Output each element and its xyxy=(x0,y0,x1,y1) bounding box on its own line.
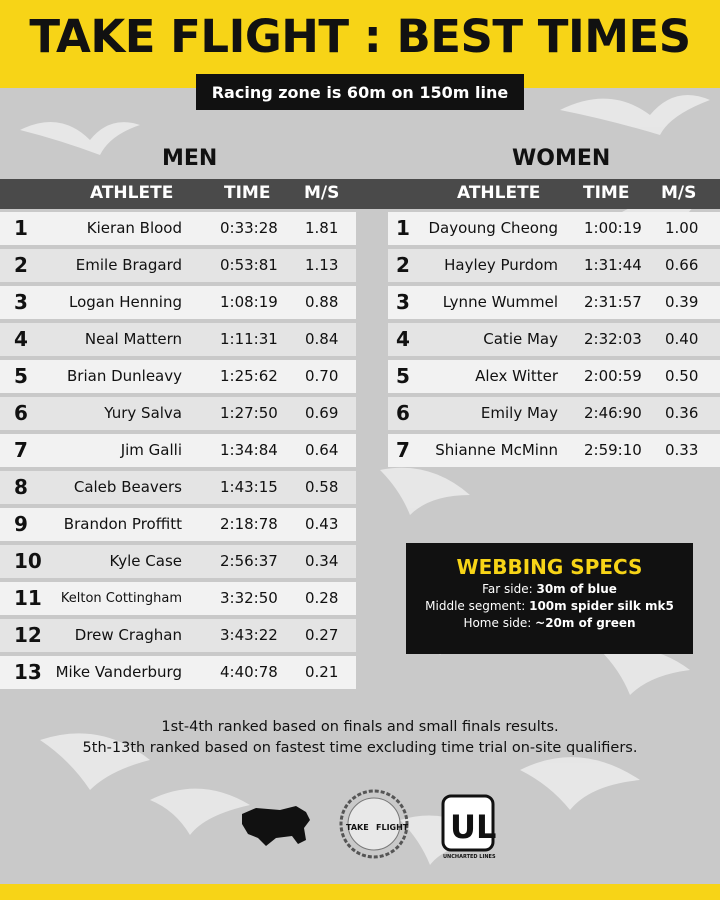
women-speed-cell: 0.50 xyxy=(665,367,699,385)
men-name-cell: Kelton Cottingham xyxy=(60,591,182,606)
women-name-cell: Hayley Purdom xyxy=(444,256,558,274)
men-time-cell: 3:32:50 xyxy=(220,589,278,607)
women-rank-cell: 6 xyxy=(396,401,410,425)
women-rank-cell: 1 xyxy=(396,216,410,240)
men-rank-cell: 4 xyxy=(14,327,28,351)
women-table-row xyxy=(388,434,720,467)
men-time-cell: 2:56:37 xyxy=(220,552,278,570)
women-time-header: TIME xyxy=(583,183,630,203)
women-speed-cell: 0.39 xyxy=(665,293,699,311)
men-time-cell: 4:40:78 xyxy=(220,663,278,681)
women-name-cell: Emily May xyxy=(480,404,558,422)
women-speed-cell: 0.36 xyxy=(665,404,699,422)
women-speed-cell: 0.33 xyxy=(665,441,699,459)
women-rank-cell: 2 xyxy=(396,253,410,277)
men-table-row xyxy=(0,249,356,282)
men-time-cell: 1:43:15 xyxy=(220,478,278,496)
far-side-spec: Far side: 30m of blue xyxy=(482,582,617,596)
middle-segment-spec: Middle segment: 100m spider silk mk5 xyxy=(425,599,674,613)
men-rank-cell: 10 xyxy=(14,549,42,573)
women-name-cell: Alex Witter xyxy=(475,367,558,385)
women-rank-cell: 7 xyxy=(396,438,410,462)
women-table-row xyxy=(388,360,720,393)
men-table-row xyxy=(0,545,356,578)
men-table-row xyxy=(0,397,356,430)
men-time-cell: 1:11:31 xyxy=(220,330,278,348)
men-speed-cell: 1.13 xyxy=(305,256,339,274)
women-speed-header: M/S xyxy=(661,183,697,203)
women-table-row xyxy=(388,323,720,356)
men-name-cell: Drew Craghan xyxy=(74,626,182,644)
women-table-row xyxy=(388,286,720,319)
men-time-header: TIME xyxy=(224,183,271,203)
men-rank-cell: 1 xyxy=(14,216,28,240)
men-speed-cell: 0.21 xyxy=(305,663,339,681)
men-name-cell: Mike Vanderburg xyxy=(55,663,182,681)
women-rank-cell: 4 xyxy=(396,327,410,351)
take-flight-logo-top: TAKE xyxy=(346,823,369,832)
men-speed-cell: 0.58 xyxy=(305,478,339,496)
men-rank-cell: 8 xyxy=(14,475,28,499)
men-speed-cell: 0.28 xyxy=(305,589,339,607)
uncharted-lines-logo-caption: UNCHARTED LINES xyxy=(443,854,496,860)
men-time-cell: 0:33:28 xyxy=(220,219,278,237)
women-time-cell: 2:32:03 xyxy=(584,330,642,348)
men-table-row xyxy=(0,471,356,504)
women-time-cell: 1:31:44 xyxy=(584,256,642,274)
men-speed-cell: 0.88 xyxy=(305,293,339,311)
webbing-specs-title: WEBBING SPECS xyxy=(456,555,643,579)
men-speed-cell: 0.84 xyxy=(305,330,339,348)
sponsor-logos xyxy=(236,786,506,866)
women-rank-cell: 5 xyxy=(396,364,410,388)
men-speed-cell: 1.81 xyxy=(305,219,339,237)
women-time-cell: 2:00:59 xyxy=(584,367,642,385)
subtitle-badge: Racing zone is 60m on 150m line xyxy=(196,74,524,110)
men-time-cell: 1:34:84 xyxy=(220,441,278,459)
men-name-cell: Kyle Case xyxy=(109,552,182,570)
women-results-table xyxy=(388,212,720,471)
men-rank-cell: 9 xyxy=(14,512,28,536)
home-side-spec: Home side: ~20m of green xyxy=(463,616,636,630)
ranking-note-1: 1st-4th ranked based on finals and small finals results. xyxy=(161,719,559,735)
usa-map-logo-icon xyxy=(242,806,310,846)
men-section-title: MEN xyxy=(162,146,218,171)
men-speed-cell: 0.34 xyxy=(305,552,339,570)
men-time-cell: 3:43:22 xyxy=(220,626,278,644)
men-name-cell: Logan Henning xyxy=(69,293,182,311)
men-name-cell: Yury Salva xyxy=(104,404,182,422)
women-speed-cell: 0.66 xyxy=(665,256,699,274)
men-rank-cell: 5 xyxy=(14,364,28,388)
men-name-cell: Emile Bragard xyxy=(75,256,182,274)
women-name-cell: Shianne McMinn xyxy=(435,441,558,459)
women-name-cell: Dayoung Cheong xyxy=(428,219,558,237)
women-section-title: WOMEN xyxy=(512,146,611,171)
men-table-row xyxy=(0,286,356,319)
footer-band xyxy=(0,884,720,900)
men-table-row xyxy=(0,212,356,245)
men-time-cell: 1:08:19 xyxy=(220,293,278,311)
men-name-cell: Neal Mattern xyxy=(84,330,182,348)
women-name-cell: Lynne Wummel xyxy=(442,293,558,311)
men-table-row xyxy=(0,360,356,393)
men-time-cell: 0:53:81 xyxy=(220,256,278,274)
men-table-row xyxy=(0,508,356,541)
women-time-cell: 2:46:90 xyxy=(584,404,642,422)
women-rank-cell: 3 xyxy=(396,290,410,314)
men-table-row xyxy=(0,434,356,467)
ranking-notes xyxy=(0,717,720,759)
women-table-row xyxy=(388,397,720,430)
men-rank-cell: 12 xyxy=(14,623,42,647)
women-table-row xyxy=(388,249,720,282)
take-flight-logo-bottom: FLIGHT xyxy=(376,823,409,832)
women-table-row xyxy=(388,212,720,245)
men-table-row xyxy=(0,582,356,615)
uncharted-lines-logo-mark: UL xyxy=(450,808,497,846)
women-name-cell: Catie May xyxy=(483,330,558,348)
men-name-cell: Kieran Blood xyxy=(86,219,182,237)
men-speed-cell: 0.43 xyxy=(305,515,339,533)
men-rank-cell: 13 xyxy=(14,660,42,684)
women-speed-cell: 0.40 xyxy=(665,330,699,348)
men-rank-cell: 6 xyxy=(14,401,28,425)
table-header-bar xyxy=(0,179,720,209)
men-speed-cell: 0.27 xyxy=(305,626,339,644)
women-time-cell: 2:31:57 xyxy=(584,293,642,311)
women-time-cell: 2:59:10 xyxy=(584,441,642,459)
men-speed-cell: 0.64 xyxy=(305,441,339,459)
ranking-note-2: 5th-13th ranked based on fastest time excluding time trial on-site qualifiers. xyxy=(82,740,638,756)
women-speed-cell: 1.00 xyxy=(665,219,699,237)
men-name-cell: Caleb Beavers xyxy=(73,478,182,496)
men-time-cell: 2:18:78 xyxy=(220,515,278,533)
men-speed-cell: 0.70 xyxy=(305,367,339,385)
page-title: TAKE FLIGHT : BEST TIMES xyxy=(29,10,691,63)
men-athlete-header: ATHLETE xyxy=(90,183,174,203)
men-rank-cell: 2 xyxy=(14,253,28,277)
men-rank-cell: 11 xyxy=(14,586,42,610)
men-rank-cell: 3 xyxy=(14,290,28,314)
men-time-cell: 1:25:62 xyxy=(220,367,278,385)
men-name-cell: Brian Dunleavy xyxy=(67,367,182,385)
women-time-cell: 1:00:19 xyxy=(584,219,642,237)
webbing-specs-box xyxy=(406,543,693,654)
men-table-row xyxy=(0,323,356,356)
women-athlete-header: ATHLETE xyxy=(457,183,541,203)
men-table-row xyxy=(0,656,356,689)
men-results-table xyxy=(0,212,356,693)
men-name-cell: Jim Galli xyxy=(120,441,182,459)
men-rank-cell: 7 xyxy=(14,438,28,462)
men-name-cell: Brandon Proffitt xyxy=(63,515,182,533)
men-speed-header: M/S xyxy=(304,183,340,203)
men-speed-cell: 0.69 xyxy=(305,404,339,422)
men-table-row xyxy=(0,619,356,652)
men-time-cell: 1:27:50 xyxy=(220,404,278,422)
